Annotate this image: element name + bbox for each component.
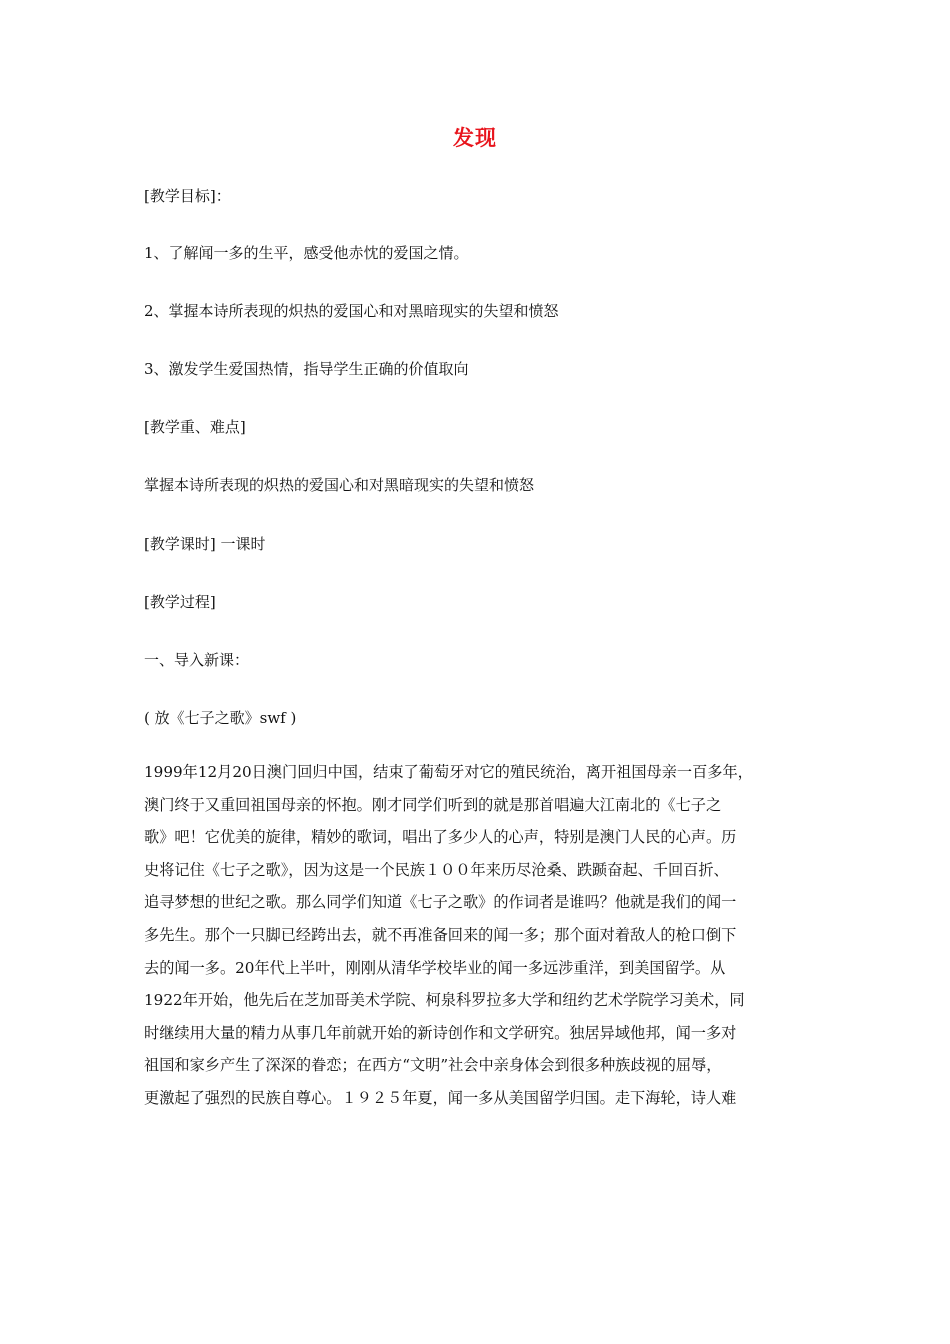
key-points-text: 掌握本诗所表现的炽热的爱国心和对黑暗现实的失望和愤怒 [144, 476, 535, 494]
intro-paragraph [144, 762, 806, 1121]
document-title: 发现 [453, 126, 497, 150]
paragraph-line: 歌》吧！它优美的旋律，精妙的歌词，唱出了多少人的心声，特别是澳门人民的心声。历 [144, 828, 737, 847]
paragraph-line: 去的闻一多。20年代上半叶，刚刚从清华学校毕业的闻一多远涉重洋，到美国留学。从 [144, 958, 726, 977]
objective-item-2: 2、掌握本诗所表现的炽热的爱国心和对黑暗现实的失望和愤怒 [144, 302, 559, 320]
paragraph-line: 1999年12月20日澳门回归中国，结束了葡萄牙对它的殖民统治，离开祖国母亲一百多年， [144, 763, 753, 781]
paragraph-line: 1922年开始，他先后在芝加哥美术学院、柯泉科罗拉多大学和纽约艺术学院学习美术，同 [144, 991, 745, 1010]
paragraph-line: 追寻梦想的世纪之歌。那么同学们知道《七子之歌》的作词者是谁吗？他就是我们的闻一 [144, 893, 737, 912]
media-note: ( 放《七子之歌》swf ) [144, 709, 297, 727]
objective-item-3: 3、激发学生爱国热情，指导学生正确的价值取向 [144, 360, 469, 378]
section-heading-objectives: [教学目标]： [144, 187, 231, 205]
paragraph-line: 多先生。那个一只脚已经跨出去，就不再准备回来的闻一多；那个面对着敌人的枪口倒下 [144, 925, 737, 944]
paragraph-line: 祖国和家乡产生了深深的眷恋；在西方“文明”社会中亲身体会到很多种族歧视的屈辱， [144, 1056, 722, 1075]
paragraph-line: 更激起了强烈的民族自尊心。１９２５年夏，闻一多从美国留学归国。走下海轮，诗人难 [144, 1088, 737, 1107]
section-heading-process: [教学过程] [144, 593, 216, 611]
section-heading-class-hours: [教学课时] 一课时 [144, 535, 266, 553]
step-heading-intro: 一、导入新课： [144, 651, 250, 669]
section-heading-key-points: [教学重、难点] [144, 418, 246, 436]
paragraph-line: 澳门终于又重回祖国母亲的怀抱。刚才同学们听到的就是那首唱遍大江南北的《七子之 [144, 795, 722, 814]
paragraph-line: 史将记住《七子之歌》，因为这是一个民族１００年来历尽沧桑、跌踬奋起、千回百折、 [144, 860, 729, 879]
paragraph-line: 时继续用大量的精力从事几年前就开始的新诗创作和文学研究。独居异域他邦，闻一多对 [144, 1023, 737, 1042]
objective-item-1: 1、了解闻一多的生平，感受他赤忱的爱国之情。 [144, 244, 469, 262]
